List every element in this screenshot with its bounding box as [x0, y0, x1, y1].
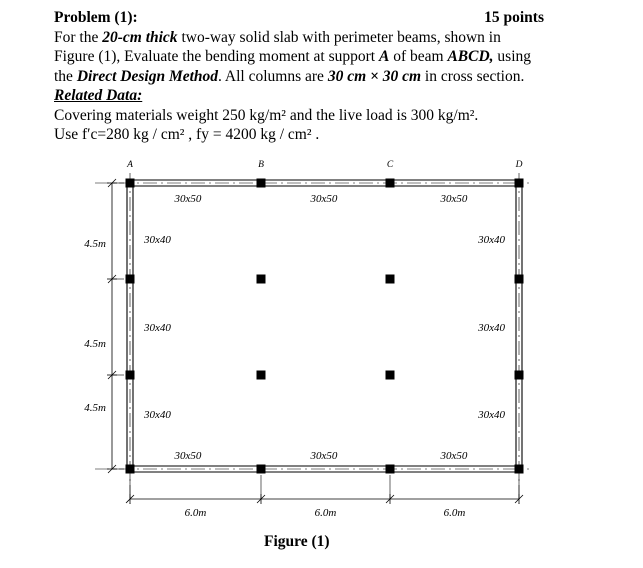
left-beam-label: 30x40: [144, 322, 171, 334]
method-name: Direct Design Method: [76, 67, 219, 85]
related-line-2: Use f′c=280 kg / cm² , fy = 4200 kg / cm² .: [54, 126, 320, 143]
column: [386, 179, 395, 188]
problem-title: Problem (1):: [54, 9, 138, 26]
column: [515, 275, 524, 284]
axis-label: C: [386, 160, 394, 170]
left-beam-label: 30x40: [144, 234, 171, 246]
span-length-label: 6.0m: [443, 507, 466, 519]
bottom-beam-label: 30x50: [440, 450, 468, 462]
top-beam-label: 30x50: [440, 193, 468, 205]
text-run: two-way solid slab with perimeter beams, shown in: [177, 28, 501, 46]
text-run: For the: [54, 28, 103, 46]
column: [126, 275, 135, 284]
column: [515, 465, 524, 474]
span-length-label: 6.0m: [184, 507, 207, 519]
related-line-1: Covering materials weight 250 kg/m² and the live load is 300 kg/m².: [54, 106, 479, 124]
column: [257, 275, 266, 284]
column: [126, 371, 135, 380]
right-beam-label: 30x40: [478, 234, 505, 246]
beam-label: ABCD,: [447, 48, 494, 65]
right-beam-label: 30x40: [478, 409, 505, 421]
related-data-heading: Related Data:: [54, 87, 143, 104]
text-run: Figure (1), Evaluate the bending moment at support: [54, 48, 379, 65]
top-beam-label: 30x50: [174, 193, 202, 205]
axis-label: A: [127, 160, 133, 170]
column: [386, 465, 395, 474]
bay-length-label: 4.5m: [84, 338, 106, 350]
text-run: . All columns are: [218, 67, 328, 85]
column: [257, 371, 266, 380]
column: [515, 179, 524, 188]
text-run: the: [54, 67, 77, 85]
column: [386, 275, 395, 284]
slab-thickness: 20-cm thick: [102, 28, 178, 46]
column: [126, 465, 135, 474]
text-run: of beam: [389, 48, 448, 65]
problem-points: 15 points: [484, 9, 544, 26]
support-label: A: [379, 48, 390, 65]
column: [257, 179, 266, 188]
left-beam-label: 30x40: [144, 409, 171, 421]
span-length-label: 6.0m: [314, 507, 337, 519]
axis-label: B: [258, 160, 264, 170]
top-beam-label: 30x50: [310, 193, 338, 205]
column: [515, 371, 524, 380]
column-size: 30 cm × 30 cm: [327, 67, 422, 85]
right-beam-label: 30x40: [478, 322, 505, 334]
bay-length-label: 4.5m: [84, 402, 106, 414]
bottom-beam-label: 30x50: [310, 450, 338, 462]
axis-label: D: [515, 160, 523, 170]
text-run: using: [493, 48, 532, 65]
column: [257, 465, 266, 474]
figure-caption: Figure (1): [264, 533, 330, 550]
column: [386, 371, 395, 380]
bay-length-label: 4.5m: [84, 238, 106, 250]
column: [126, 179, 135, 188]
text-run: in cross section.: [421, 67, 525, 85]
bottom-beam-label: 30x50: [174, 450, 202, 462]
